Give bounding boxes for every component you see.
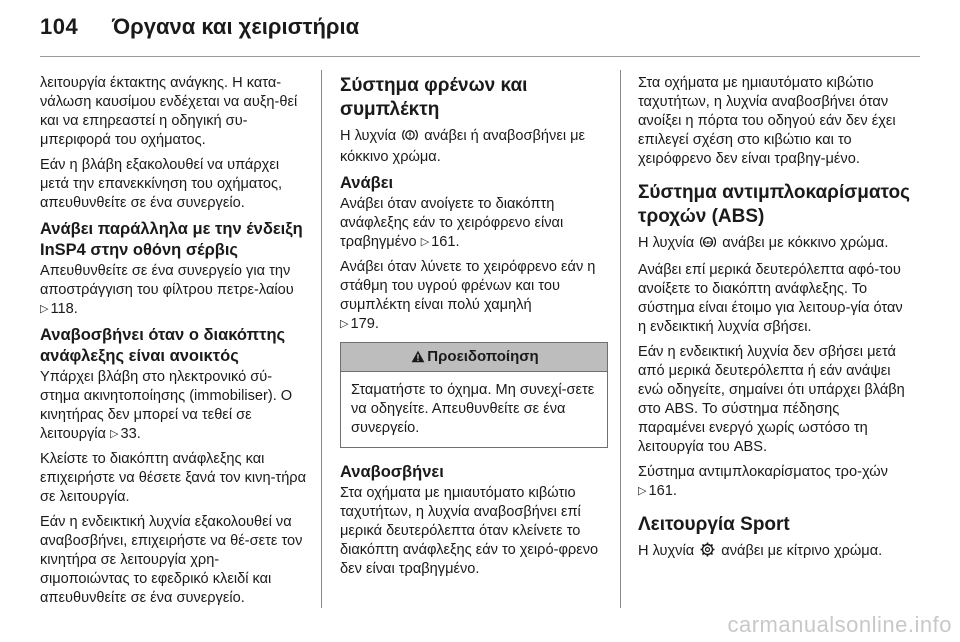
section-heading: Ανάβει παράλληλα με την ένδειξη InSP4 στην οθόνη σέρβις — [40, 220, 303, 259]
warning-box — [340, 342, 608, 448]
paragraph: Εάν η ενδεικτική λυχνία εξακολουθεί να αναβοσβήνει, επιχειρήστε να θέ-σετε τον κινητήρα σε λειτουργία χρη-σιμοποιώντας το εφεδρικό κλειδί και απευθυνθείτε σε ένα συνεργείο. — [40, 514, 303, 606]
reference-arrow-icon: ▷ — [638, 485, 647, 497]
abs-warning-icon — [700, 235, 716, 255]
paragraph — [638, 542, 910, 563]
column-1 — [40, 74, 308, 609]
paragraph-text: Η λυχνία — [340, 128, 397, 144]
paragraph: Στα οχήματα με ημιαυτόματο κιβώτιο ταχυτήτων, η λυχνία αναβοσβήνει όταν ανοίξει η πόρτα του οδηγού εάν δεν έχει επιλεγεί σχέση στο κιβώτιο και το χειρόφρενο δεν είναι τραβηγ-μένο. — [638, 75, 896, 167]
column-divider-1 — [321, 70, 322, 608]
paragraph: Εάν η ενδεικτική λυχνία δεν σβήσει μετά από μερικά δευτερόλεπτα ή εάν ανάψει ενώ οδηγείτε, σημαίνει ότι υπάρχει βλάβη στο ABS. Το σύστημα πέδησης παραμένει ενεργό χωρίς ωστόσο τη λειτουργία του ABS. — [638, 344, 905, 455]
watermark: carmanualsonline.info — [727, 612, 952, 637]
sport-mode-icon — [700, 542, 715, 563]
paragraph — [340, 127, 608, 167]
paragraph-text: Σύστημα αντιμπλοκαρίσματος τρο-χών — [638, 464, 888, 480]
page-reference-link[interactable]: 118. — [50, 301, 78, 317]
header-divider — [40, 56, 920, 57]
paragraph — [638, 234, 910, 255]
page-number: 104 — [40, 14, 79, 39]
paragraph-text: Η λυχνία — [638, 235, 695, 251]
paragraph-text: ανάβει με κίτρινο χρώμα. — [721, 543, 883, 559]
column-3 — [638, 74, 910, 609]
warning-header — [341, 343, 607, 372]
svg-text:ABS: ABS — [703, 239, 713, 245]
page-reference-link[interactable]: 179. — [350, 316, 379, 332]
paragraph-text: ανάβει με κόκκινο χρώμα. — [722, 235, 889, 251]
paragraph-text: Η λυχνία — [638, 543, 695, 559]
column-divider-2 — [620, 70, 621, 608]
warning-triangle-icon — [411, 345, 425, 373]
warning-title: Προειδοποίηση — [427, 348, 539, 365]
paragraph: Εάν η βλάβη εξακολουθεί να υπάρχει μετά την επανεκκίνηση του οχήματος, απευθυνθείτε σε ένα συνεργείο. — [40, 157, 283, 211]
paragraph-text: Απευθυνθείτε σε ένα συνεργείο για την αποστράγγιση του φίλτρου πετρε-λαίου — [40, 263, 294, 298]
page-title: Όργανα και χειριστήρια — [112, 14, 360, 39]
warning-text: Σταματήστε το όχημα. Μη συνεχί-σετε να οδηγείτε. Απευθυνθείτε σε ένα συνεργείο. — [351, 382, 595, 436]
paragraph — [40, 262, 308, 319]
paragraph: λειτουργία έκτακτης ανάγκης. Η κατα-νάλωση καυσίμου ενδέχεται να αυξη-θεί και να επηρεαστεί η οδηγική συ-μπεριφορά του οχήματος. — [40, 75, 298, 148]
page-reference-link[interactable]: 161. — [648, 483, 677, 499]
paragraph — [638, 463, 910, 501]
paragraph-text: Υπάρχει βλάβη στο ηλεκτρονικό σύ-στημα ακινητοποίησης (immobiliser). Ο κινητήρας δεν μπορεί να τεθεί σε λειτουργία — [40, 369, 293, 442]
reference-arrow-icon: ▷ — [110, 428, 119, 440]
section-title: Σύστημα φρένων και συμπλέκτη — [340, 75, 528, 120]
brake-warning-icon — [402, 128, 418, 148]
column-2 — [340, 74, 608, 609]
reference-arrow-icon: ▷ — [40, 303, 49, 315]
page-header — [0, 0, 960, 62]
section-title: Σύστημα αντιμπλοκαρίσματος τροχών (ABS) — [638, 182, 910, 227]
paragraph-text: Ανάβει όταν ανοίγετε το διακόπτη ανάφλεξης εάν το χειρόφρενο είναι τραβηγμένο — [340, 196, 564, 250]
paragraph — [40, 368, 308, 444]
section-heading: Αναβοσβήνει — [340, 463, 444, 481]
page-reference-link[interactable]: 33. — [120, 426, 141, 442]
paragraph-text: ανάβει ή αναβοσβήνει με κόκκινο χρώμα. — [340, 128, 586, 165]
reference-arrow-icon: ▷ — [340, 318, 349, 330]
section-heading: Αναβοσβήνει όταν ο διακόπτης ανάφλεξης είναι ανοικτός — [40, 326, 286, 365]
paragraph: Κλείστε το διακόπτη ανάφλεξης και επιχειρήστε να θέσετε ξανά τον κινη-τήρα σε λειτουργία. — [40, 451, 307, 505]
paragraph — [340, 258, 608, 334]
paragraph — [340, 195, 608, 252]
page-reference-link[interactable]: 161. — [431, 234, 460, 250]
paragraph: Ανάβει επί μερικά δευτερόλεπτα αφό-του ανοίξετε το διακόπτη ανάφλεξης. Το σύστημα είναι έτοιμο για λειτουρ-γία όταν η ενδεικτική λυχνία σβήσει. — [638, 262, 903, 335]
section-title: Λειτουργία Sport — [638, 514, 790, 535]
paragraph: Στα οχήματα με ημιαυτόματο κιβώτιο ταχυτήτων, η λυχνία αναβοσβήνει επί μερικά δευτερόλεπτα όταν κλείνετε το διακόπτη ανάφλεξης εάν το χειρό-φρενο δεν είναι τραβηγμένο. — [340, 485, 599, 577]
paragraph-text: Ανάβει όταν λύνετε το χειρόφρενο εάν η στάθμη του υγρού φρένων και του συμπλέκτη είναι πολύ χαμηλή — [340, 259, 596, 313]
section-heading: Ανάβει — [340, 174, 394, 192]
reference-arrow-icon: ▷ — [420, 236, 430, 248]
